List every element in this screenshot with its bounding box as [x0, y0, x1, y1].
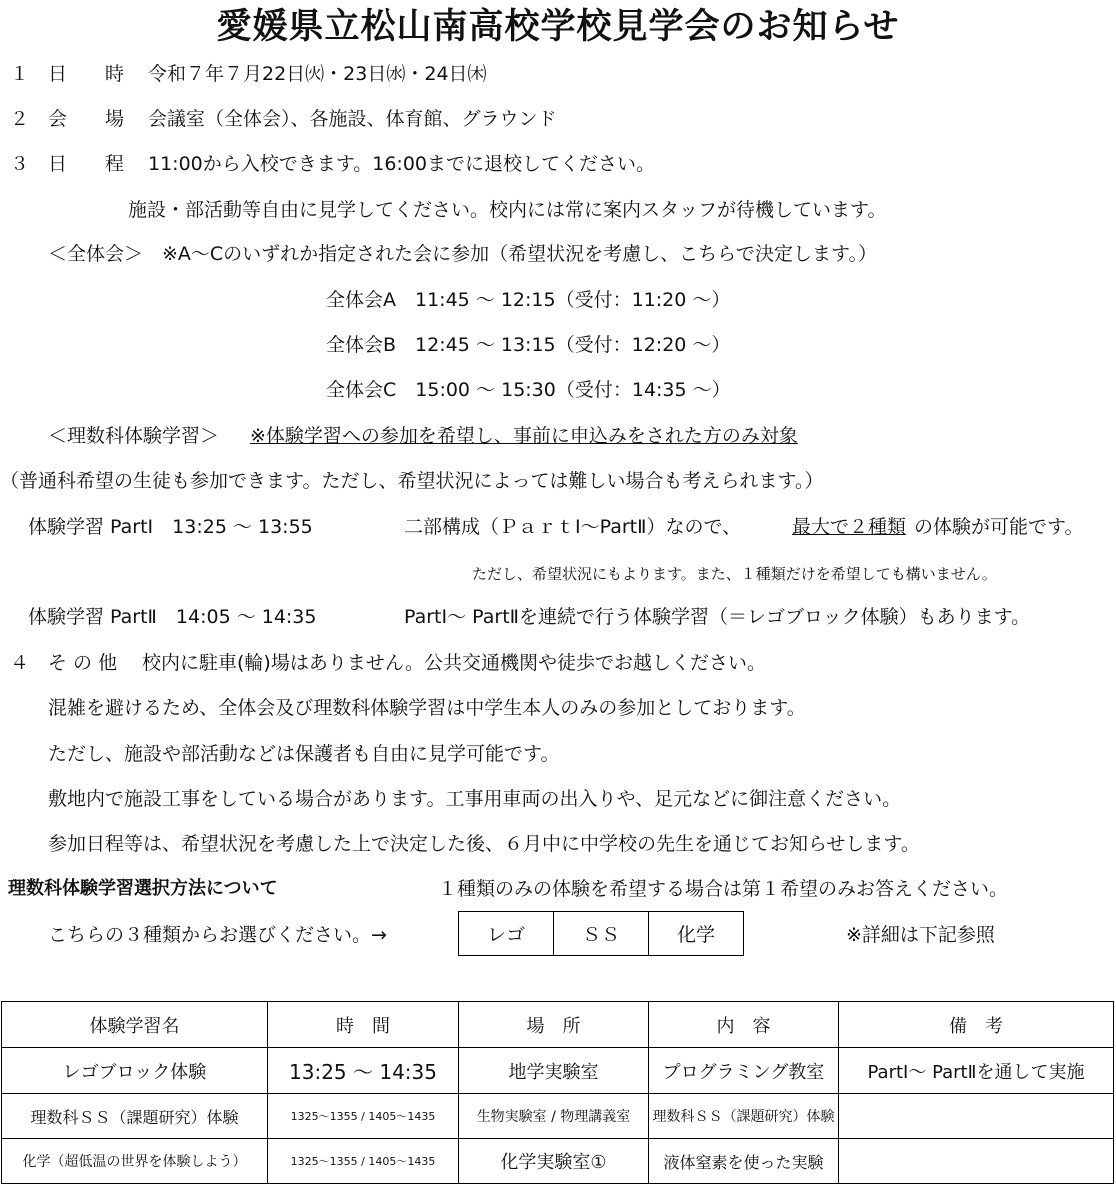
table-cell: 理数科ＳＳ（課題研究）体験: [2, 1094, 268, 1139]
selection-heading: 理数科体験学習選択方法について: [8, 878, 278, 899]
other-line: ただし、施設や部活動などは保護者も自由に見学可能です。: [48, 743, 560, 765]
general-session-b: 全体会B 12:45 ～ 13:15（受付：12:20 ～）: [326, 334, 731, 356]
general-session-a: 全体会A 11:45 ～ 12:15（受付：11:20 ～）: [326, 289, 731, 311]
date-label: 日 時: [48, 63, 125, 85]
table-cell: 地学実験室: [459, 1048, 649, 1094]
venue-value: 会議室（全体会）、各施設、体育館、グラウンド: [148, 108, 557, 130]
choice-lego[interactable]: レゴ: [459, 912, 554, 955]
table-cell: レゴブロック体験: [2, 1048, 268, 1094]
table-cell: 液体窒素を使った実験: [649, 1139, 839, 1184]
table-cell: 理数科ＳＳ（課題研究）体験: [649, 1094, 839, 1139]
part1-time: 体験学習 PartⅠ 13:25 ～ 13:55: [28, 516, 313, 538]
selection-choice-box: [458, 911, 744, 956]
table-cell: プログラミング教室: [649, 1048, 839, 1094]
table-cell: 1325～1355 / 1405～1435: [268, 1094, 459, 1139]
choice-chemistry[interactable]: 化学: [676, 924, 715, 946]
header-cell: 内 容: [649, 1002, 839, 1048]
header-cell: 体験学習名: [2, 1002, 268, 1048]
selection-note: ※詳細は下記参照: [846, 924, 995, 946]
schedule-label: 日 程: [48, 153, 125, 175]
table-cell: 生物実験室 / 物理講義室: [459, 1094, 649, 1139]
part1-desc-c: の体験が可能です。: [914, 516, 1084, 538]
part2-desc: PartⅠ～ PartⅡを連続で行う体験学習（＝レゴブロック体験）もあります。: [404, 606, 1031, 628]
part1-sub-note: ただし、希望状況にもよります。また、１種類だけを希望しても構いません。: [472, 565, 997, 583]
table-cell: 13:25 ～ 14:35: [268, 1048, 459, 1094]
item-number-1: １: [10, 63, 30, 85]
table-cell: [839, 1139, 1114, 1184]
selection-prompt: こちらの３種類からお選びください。→: [48, 924, 387, 946]
part1-desc-a: 二部構成（ＰａｒｔⅠ～PartⅡ）なので、: [404, 516, 742, 538]
part1-desc-b: 最大で２種類: [792, 516, 907, 538]
general-session-c: 全体会C 15:00 ～ 15:30（受付：14:35 ～）: [326, 379, 731, 401]
part2-time: 体験学習 PartⅡ 14:05 ～ 14:35: [28, 606, 317, 628]
table-cell: [839, 1094, 1114, 1139]
general-session-heading: ＜全体会＞ ※A～Cのいずれか指定された会に参加（希望状況を考慮し、こちらで決定します。）: [48, 243, 877, 265]
date-value: 令和７年７月22日㈫・23日㈬・24日㈭: [148, 63, 487, 85]
table-cell: PartⅠ～ PartⅡを通して実施: [839, 1048, 1114, 1094]
selection-instruction: １種類のみの体験を希望する場合は第１希望のみお答えください。: [438, 878, 1009, 900]
other-line: 敷地内で施設工事をしている場合があります。工事用車両の出入りや、足元などに御注意ください。: [48, 788, 902, 810]
header-cell: 備 考: [839, 1002, 1114, 1048]
header-cell: 時 間: [268, 1002, 459, 1048]
table-cell: 化学（超低温の世界を体験しよう）: [2, 1139, 268, 1184]
table-cell: 1325～1355 / 1405～1435: [268, 1139, 459, 1184]
other-line: 校内に駐車(輪)場はありません。公共交通機関や徒歩でお越しください。: [142, 652, 766, 674]
schedule-note: 施設・部活動等自由に見学してください。校内には常に案内スタッフが待機しています。: [128, 199, 887, 221]
table-header-row: [2, 1002, 1114, 1048]
schedule-value: 11:00から入校できます。16:00までに退校してください。: [148, 153, 655, 175]
table-row: [2, 1139, 1114, 1184]
table-cell: 化学実験室①: [459, 1139, 649, 1184]
other-line: 混雑を避けるため、全体会及び理数科体験学習は中学生本人のみの参加としております。: [48, 697, 806, 719]
item-number-2: ２: [10, 108, 30, 130]
table-row: [2, 1048, 1114, 1094]
table-row: [2, 1094, 1114, 1139]
other-label: そ の 他: [48, 652, 118, 674]
choice-ss[interactable]: ＳＳ: [554, 912, 649, 955]
other-line: 参加日程等は、希望状況を考慮した上で決定した後、６月中に中学校の先生を通じてお知らせします。: [48, 833, 920, 855]
item-number-3: ３: [10, 153, 30, 175]
venue-label: 会 場: [48, 108, 125, 130]
general-course-note: （普通科希望の生徒も参加できます。ただし、希望状況によっては難しい場合も考えられます。）: [0, 470, 824, 492]
header-cell: 場 所: [459, 1002, 649, 1048]
experience-table: [1, 1001, 1114, 1184]
page-title: 愛媛県立松山南高校学校見学会のお知らせ: [216, 7, 900, 47]
item-number-4: ４: [10, 652, 30, 674]
science-heading-note: ※体験学習への参加を希望し、事前に申込みをされた方のみ対象: [250, 425, 798, 447]
science-heading: ＜理数科体験学習＞: [48, 425, 220, 447]
